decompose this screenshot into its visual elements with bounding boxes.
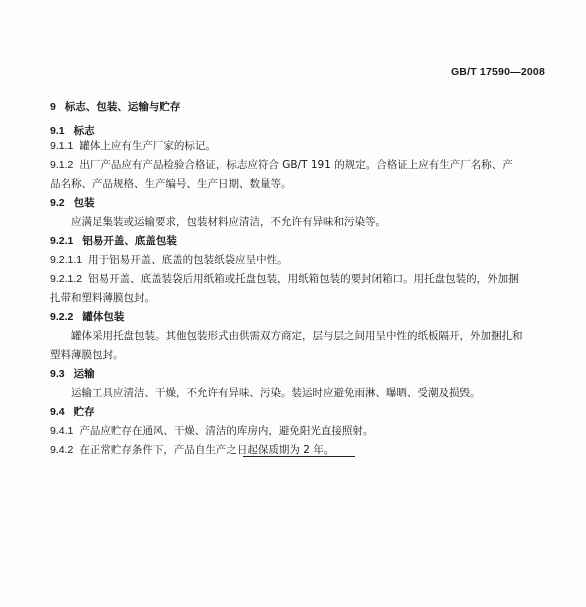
standard-number: GB/T 17590—2008 bbox=[450, 66, 545, 78]
paragraph-9-2-2-continued bbox=[50, 348, 124, 362]
paragraph-text: 运输工具应清洁、干燥，不允许有异味、污染。装运时应避免雨淋、曝晒、受潮及损毁。 bbox=[71, 387, 481, 399]
clause-9-4-2 bbox=[50, 443, 334, 457]
clause-text-line1: 出厂产品应有产品检验合格证，标志应符合 GB/T 191 的规定。合格证上应有生产厂名称、产 bbox=[79, 159, 513, 171]
paragraph-9-2-2 bbox=[71, 329, 523, 343]
paragraph-9-2-intro bbox=[71, 215, 386, 229]
section-heading-9-2-2 bbox=[50, 310, 124, 324]
section-heading-9-4 bbox=[50, 405, 95, 419]
clause-9-2-1-2 bbox=[50, 272, 519, 286]
clause-text-line1: 铝易开盖、底盖装袋后用纸箱或托盘包装，用纸箱包装的要封闭箱口。用托盘包装的，外加捆 bbox=[88, 273, 519, 285]
section-title: 罐体包装 bbox=[82, 311, 125, 323]
section-title: 包装 bbox=[73, 197, 95, 209]
section-title: 运输 bbox=[73, 368, 95, 380]
section-number: 9.4 bbox=[50, 406, 65, 418]
clause-text-line2: 扎带和塑料薄膜包封。 bbox=[50, 292, 155, 304]
section-title: 贮存 bbox=[73, 406, 95, 418]
clause-text: 用于铝易开盖、底盖的包装纸袋应呈中性。 bbox=[88, 254, 288, 266]
section-title: 标志 bbox=[73, 125, 95, 137]
clause-number: 9.2.1.2 bbox=[50, 273, 83, 285]
clause-number: 9.2.1.1 bbox=[50, 254, 83, 266]
section-title: 铝易开盖、底盖包装 bbox=[82, 235, 177, 247]
clause-9-2-1-2-continued bbox=[50, 291, 155, 305]
section-title: 标志、包装、运输与贮存 bbox=[64, 101, 181, 113]
section-number: 9.2 bbox=[50, 197, 65, 209]
clause-9-4-1 bbox=[50, 424, 373, 438]
clause-text-line2: 品名称、产品规格、生产编号、生产日期、数量等。 bbox=[50, 178, 292, 190]
section-heading-9-1 bbox=[50, 124, 95, 138]
section-number: 9.2.1 bbox=[50, 235, 74, 247]
section-number: 9 bbox=[50, 101, 56, 113]
clause-9-1-2 bbox=[50, 158, 513, 172]
clause-number: 9.1.1 bbox=[50, 140, 74, 152]
section-heading-9-2-1 bbox=[50, 234, 177, 248]
clause-text: 罐体上应有生产厂家的标记。 bbox=[79, 140, 216, 152]
clause-9-1-2-continued bbox=[50, 177, 292, 191]
section-number: 9.1 bbox=[50, 125, 65, 137]
paragraph-text-line1: 罐体采用托盘包装。其他包装形式由供需双方商定，层与层之间用呈中性的纸板隔开，外加捆扎和 bbox=[71, 330, 523, 342]
paragraph-text: 应满足集装或运输要求，包装材料应清洁，不允许有异味和污染等。 bbox=[71, 216, 386, 228]
clause-number: 9.4.2 bbox=[50, 444, 74, 456]
clause-number: 9.1.2 bbox=[50, 159, 74, 171]
section-heading-9-2 bbox=[50, 196, 95, 210]
clause-text: 产品应贮存在通风、干燥、清洁的库房内，避免阳光直接照射。 bbox=[79, 425, 374, 437]
paragraph-text-line2: 塑料薄膜包封。 bbox=[50, 349, 124, 361]
section-number: 9.3 bbox=[50, 368, 65, 380]
clause-number: 9.4.1 bbox=[50, 425, 74, 437]
section-number: 9.2.2 bbox=[50, 311, 74, 323]
clause-text: 在正常贮存条件下，产品自生产之日起保质期为 2 年。 bbox=[79, 444, 335, 456]
paragraph-9-3 bbox=[71, 386, 481, 400]
clause-9-2-1-1 bbox=[50, 253, 288, 267]
section-heading-9-3 bbox=[50, 367, 95, 381]
clause-9-1-1 bbox=[50, 139, 216, 153]
section-heading-9 bbox=[50, 100, 180, 114]
